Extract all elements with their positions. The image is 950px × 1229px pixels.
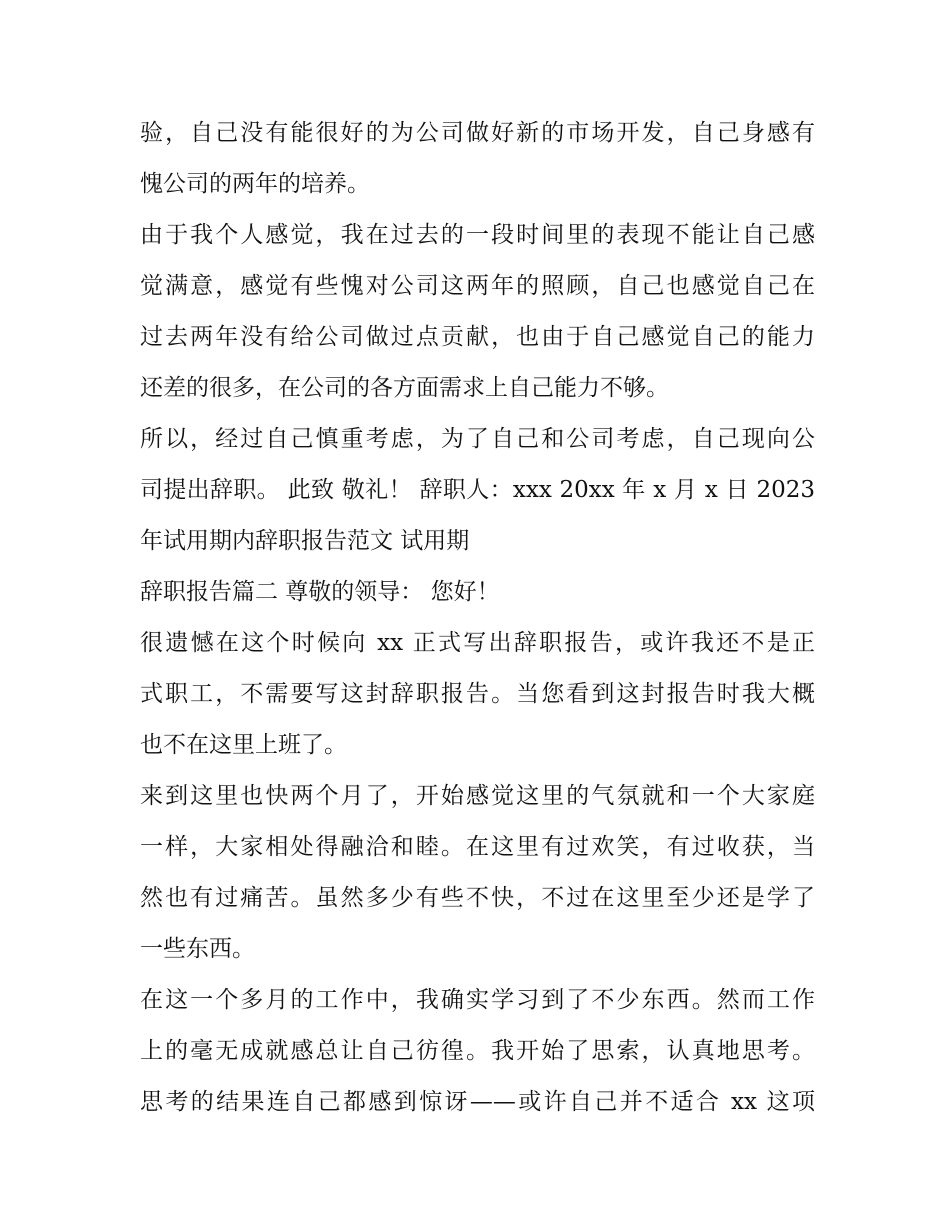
text-line: 觉满意，感觉有些愧对公司这两年的照顾，自己也感觉自己在 — [140, 273, 815, 299]
text-line: 一样，大家相处得融洽和睦。在这里有过欢笑，有过收获，当 — [140, 834, 815, 860]
text-line: 由于我个人感觉，我在过去的一段时间里的表现不能让自己感 — [140, 222, 815, 248]
text-line: 思考的结果连自己都感到惊讶——或许自己并不适合 xx 这项 — [140, 1089, 815, 1115]
text-line: 一些东西。 — [140, 936, 255, 962]
text-line: 愧公司的两年的培养。 — [140, 171, 370, 197]
text-line: 验，自己没有能很好的为公司做好新的市场开发，自己身感有 — [140, 120, 815, 146]
text-line: 还差的很多，在公司的各方面需求上自己能力不够。 — [140, 375, 669, 401]
text-line: 司提出辞职。 此致 敬礼！ 辞职人：xxx 20xx 年 x 月 x 日 2023 — [140, 477, 815, 503]
text-line: 年试用期内辞职报告范文 试用期 — [140, 528, 470, 554]
text-line: 过去两年没有给公司做过点贡献，也由于自己感觉自己的能力 — [140, 324, 815, 350]
text-line: 在这一个多月的工作中，我确实学习到了不少东西。然而工作 — [140, 987, 815, 1013]
text-line: 所以，经过自己慎重考虑，为了自己和公司考虑，自己现向公 — [140, 426, 815, 452]
document-body — [140, 108, 815, 1128]
text-line: 式职工，不需要写这封辞职报告。当您看到这封报告时我大概 — [140, 681, 815, 707]
text-line: 辞职报告篇二 尊敬的领导： 您好！ — [140, 579, 500, 605]
text-line: 来到这里也快两个月了，开始感觉这里的气氛就和一个大家庭 — [140, 783, 815, 809]
text-line: 很遗憾在这个时候向 xx 正式写出辞职报告，或许我还不是正 — [140, 630, 815, 656]
text-line: 然也有过痛苦。虽然多少有些不快，不过在这里至少还是学了 — [140, 885, 815, 911]
text-line: 上的毫无成就感总让自己彷徨。我开始了思索，认真地思考。 — [140, 1038, 815, 1064]
text-line: 也不在这里上班了。 — [140, 732, 347, 758]
